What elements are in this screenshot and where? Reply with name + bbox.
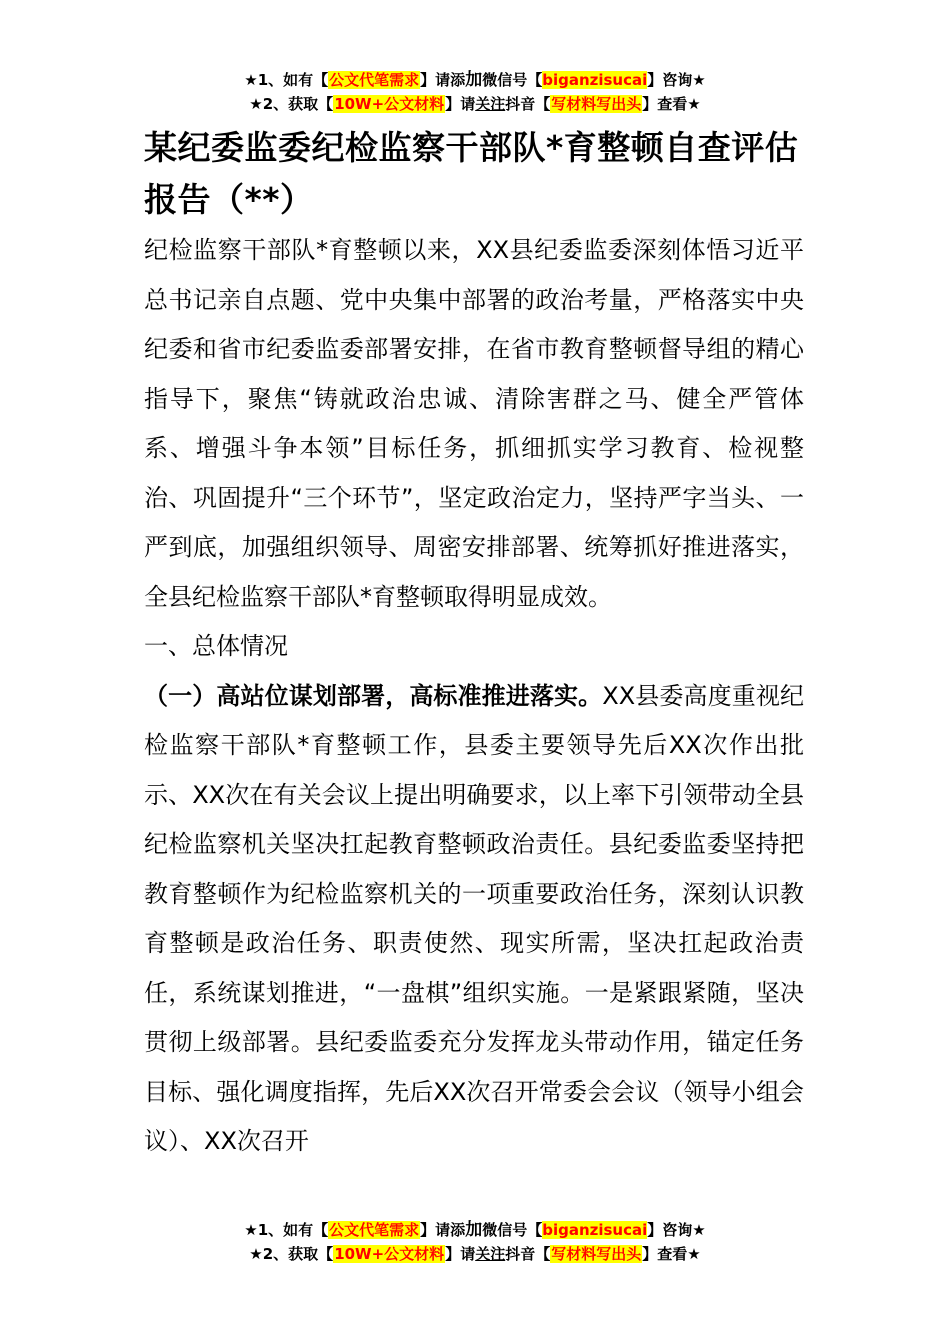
promo-highlight: biganzisucai xyxy=(542,71,648,89)
promo-text: 】请添 xyxy=(420,1221,466,1239)
promo-highlight: 写材料写出头 xyxy=(551,1245,642,1263)
promo-line-2 xyxy=(0,1242,950,1266)
promo-text: ★1、如有【 xyxy=(244,71,329,89)
intro-paragraph: 纪检监察干部队*育整顿以来，XX县纪委监委深刻体悟习近平总书记亲自点题、党中央集中部署的政治考量，严格落实中央纪委和省市纪委监委部署安排，在省市教育整顿督导组的精心指导下，聚焦“铸就政治忠诚、清除害群之马、健全严管体系、增强斗争本领”目标任务，抓细抓实学习教育、检视整治、巩固提升“三个环节”，坚定政治定力，坚持严字当头、一严到底，加强组织领导、周密安排部署、统筹抓好推进落实，全县纪检监察干部队*育整顿取得明显成效。 xyxy=(144,236,804,611)
promo-line-1 xyxy=(0,1218,950,1242)
section-heading: 一、总体情况 xyxy=(144,632,288,660)
promo-underline: 关注 xyxy=(475,95,506,113)
promo-line-1 xyxy=(0,68,950,92)
promo-text: ★1、如有【 xyxy=(244,1221,329,1239)
promo-text: ★2、获取【 xyxy=(249,95,334,113)
promo-underline: 关注 xyxy=(475,1245,506,1263)
promo-highlight: 公文代笔需求 xyxy=(329,71,420,89)
promo-highlight: 公文代笔需求 xyxy=(329,1221,420,1239)
promo-text: 】请 xyxy=(445,1245,476,1263)
paragraph-text: XX县委高度重视纪检监察干部队*育整顿工作，县委主要领导先后XX次作出批示、XX次在有关会议上提出明确要求，以上率下引领带动全县纪检监察机关坚决扛起教育整顿政治责任。县纪委监委坚持把教育整顿作为纪检监察机关的一项重要政治任务，深刻认识教育整顿是政治任务、职责使然、现实所需，坚决扛起政治责任，系统谋划推进，“一盘棋”组织实施。一是紧跟紧随，坚决贯彻上级部署。县纪委监委充分发挥龙头带动作用，锚定任务目标、强化调度指挥，先后XX次召开常委会会议（领导小组会议）、XX次召开 xyxy=(144,681,805,1155)
promo-emphasis: 加 xyxy=(465,70,483,90)
paragraph-lead: （一）高站位谋划部署，高标准推进落实。 xyxy=(144,681,603,710)
promo-text: 抖音【 xyxy=(505,95,551,113)
promo-text: 】请 xyxy=(445,95,476,113)
promo-text: 】咨询★ xyxy=(647,1221,706,1239)
promo-text: 微信号【 xyxy=(482,71,543,89)
promo-text: 】查看★ xyxy=(642,95,701,113)
document-title: 某纪委监委纪检监察干部队*育整顿自查评估报告（**） xyxy=(144,128,799,219)
promo-banner-top xyxy=(0,68,950,116)
promo-text: ★2、获取【 xyxy=(249,1245,334,1263)
promo-highlight: 写材料写出头 xyxy=(551,95,642,113)
body-paragraph xyxy=(144,672,804,1167)
promo-text: 抖音【 xyxy=(505,1245,551,1263)
promo-highlight: 10W+公文材料 xyxy=(334,95,445,113)
promo-text: 微信号【 xyxy=(482,1221,543,1239)
document-body xyxy=(144,122,804,1167)
promo-emphasis: 加 xyxy=(465,1220,483,1240)
promo-text: 】咨询★ xyxy=(647,71,706,89)
promo-banner-bottom xyxy=(0,1218,950,1266)
promo-highlight: 10W+公文材料 xyxy=(334,1245,445,1263)
promo-highlight: biganzisucai xyxy=(542,1221,648,1239)
promo-text: 】查看★ xyxy=(642,1245,701,1263)
promo-line-2 xyxy=(0,92,950,116)
promo-text: 】请添 xyxy=(420,71,466,89)
